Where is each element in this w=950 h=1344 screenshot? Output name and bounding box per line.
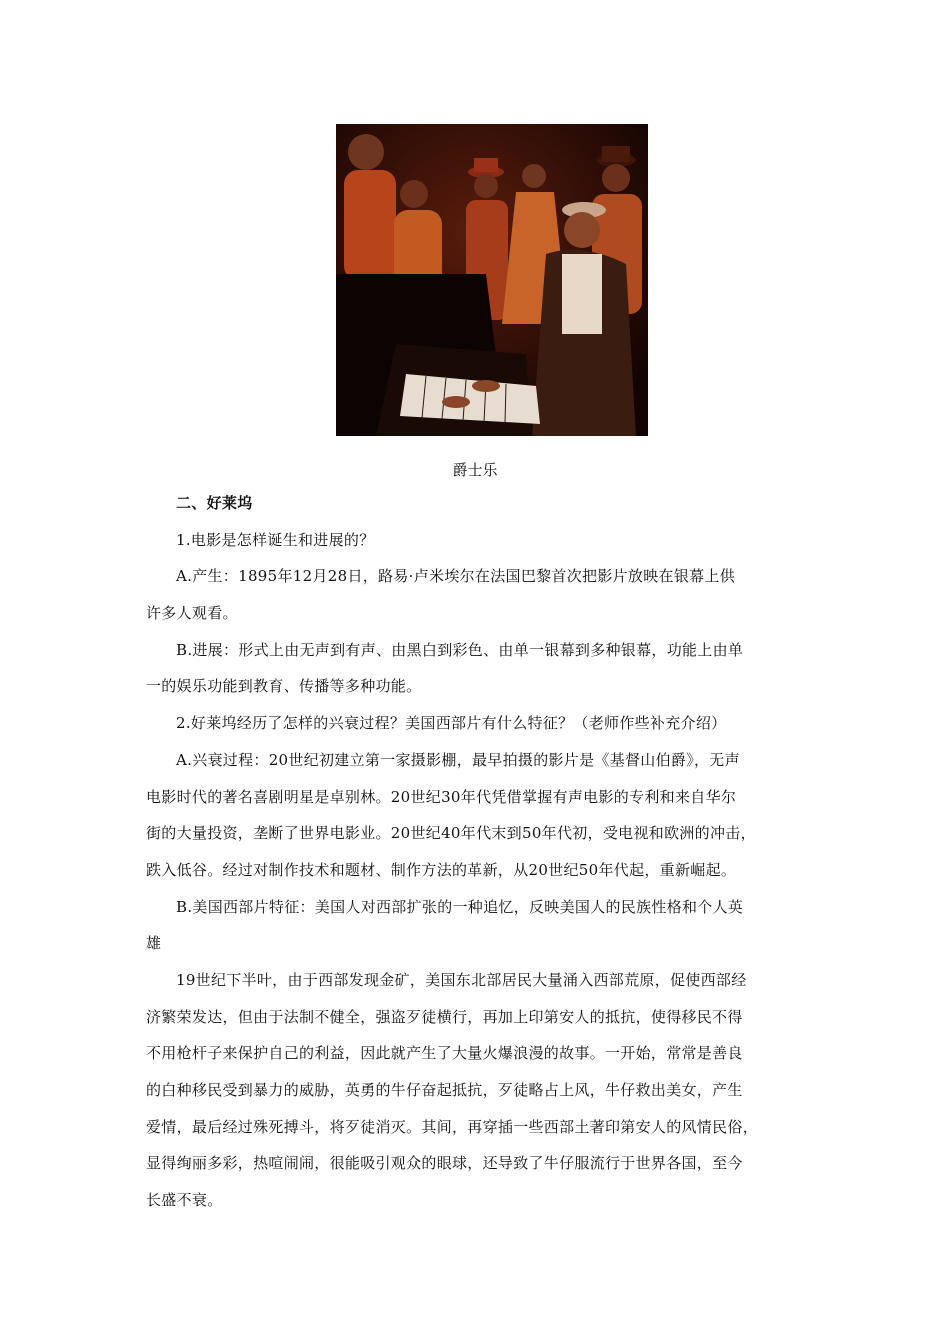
text-line: 19世纪下半叶，由于西部发现金矿，美国东北部居民大量涌入西部荒原，促使西部经 bbox=[176, 970, 747, 989]
text-line: 的白种移民受到暴力的威胁，英勇的牛仔奋起抵抗，歹徒略占上风，牛仔救出美女，产生 bbox=[146, 1081, 743, 1099]
text-line: 跌入低谷。经过对制作技术和题材、制作方法的革新，从20世纪50年代起，重新崛起。 bbox=[146, 860, 737, 879]
section-hollywood bbox=[146, 491, 808, 1225]
text-line: 显得绚丽多彩，热喧闹闹，很能吸引观众的眼球，还导致了牛仔服流行于世界各国，至今 bbox=[146, 1154, 743, 1173]
text-line: 济繁荣发达，但由于法制不健全，强盗歹徒横行，再加上印第安人的抵抗，使得移民不得 bbox=[146, 1007, 743, 1026]
text-line: A.兴衰过程：20世纪初建立第一家摄影棚，最早拍摄的影片是《基督山伯爵》，无声 bbox=[176, 750, 740, 769]
text-line: 长盛不衰。 bbox=[146, 1191, 223, 1210]
jazz-photo bbox=[336, 124, 648, 436]
text-line: A.产生：1895年12月28日，路易·卢米埃尔在法国巴黎首次把影片放映在银幕上供 bbox=[176, 567, 736, 586]
text-line: 电影时代的著名喜剧明星是卓别林。20世纪30年代凭借掌握有声电影的专利和来自华尔 bbox=[146, 787, 737, 806]
text-line: 1.电影是怎样诞生和进展的？ bbox=[176, 530, 375, 549]
figure-caption: 爵士乐 bbox=[452, 461, 498, 479]
text-line: 雄 bbox=[146, 934, 162, 953]
text-line: 街的大量投资，垄断了世界电影业。20世纪40年代末到50年代初，受电视和欧洲的冲击， bbox=[146, 824, 756, 843]
body-lines bbox=[146, 528, 808, 1225]
text-line: B.进展：形式上由无声到有声、由黑白到彩色、由单一银幕到多种银幕，功能上由单 bbox=[176, 640, 744, 659]
jazz-photo-illustration bbox=[336, 124, 648, 436]
text-line: B.美国西部片特征：美国人对西部扩张的一种追忆，反映美国人的民族性格和个人英 bbox=[176, 897, 744, 916]
text-line: 许多人观看。 bbox=[146, 604, 238, 623]
text-line: 一的娱乐功能到教育、传播等多种功能。 bbox=[146, 677, 422, 696]
section-heading: 二、好莱坞 bbox=[176, 494, 253, 512]
text-line: 爱情，最后经过殊死搏斗，将歹徒消灭。其间，再穿插一些西部土著印第安人的风情民俗， bbox=[146, 1117, 759, 1136]
text-line: 不用枪杆子来保护自己的利益，因此就产生了大量火爆浪漫的故事。一开始，常常是善良 bbox=[146, 1044, 743, 1063]
text-line: 2.好莱坞经历了怎样的兴衰过程？美国西部片有什么特征？（老师作些补充介绍） bbox=[176, 714, 727, 733]
